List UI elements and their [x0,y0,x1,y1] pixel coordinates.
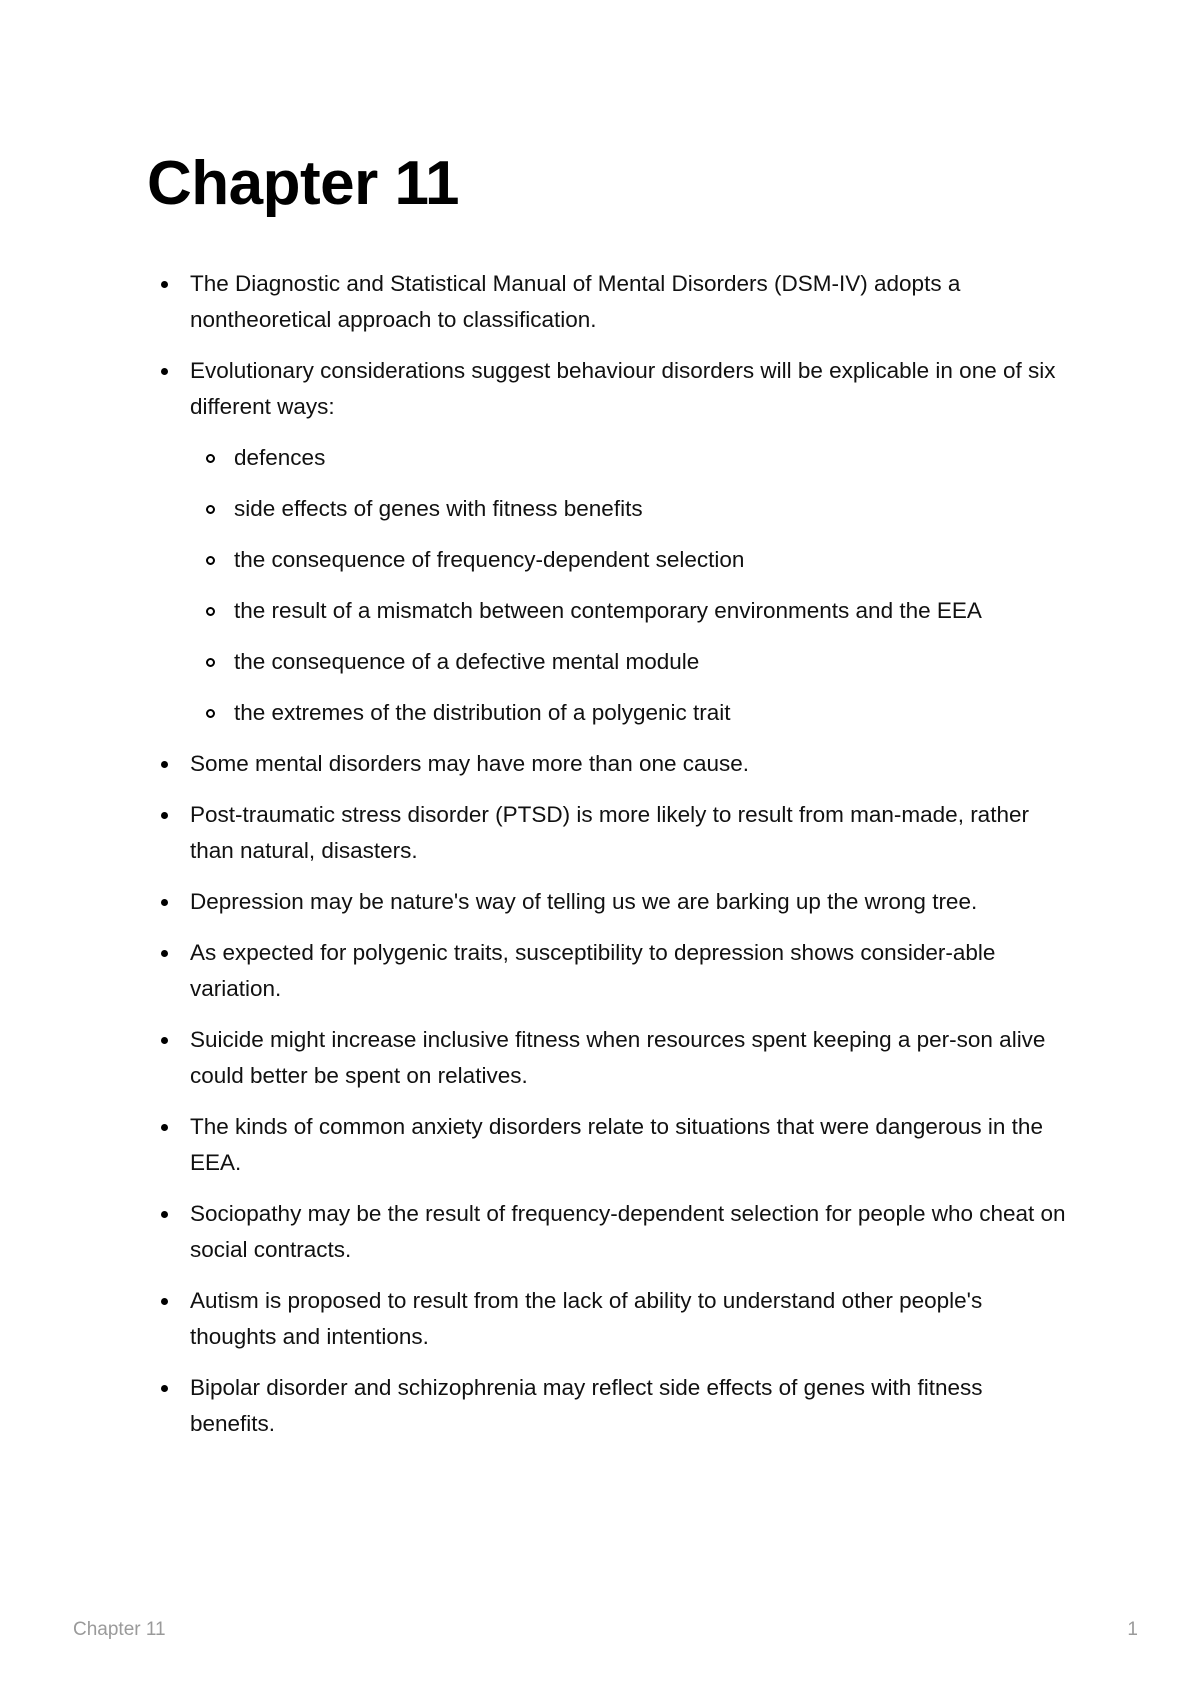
list-item: Bipolar disorder and schizophrenia may reflect side effects of genes with fitness benefits. [190,1370,1070,1442]
sub-list-item: the consequence of frequency-dependent selection [234,542,1070,578]
list-item: Sociopathy may be the result of frequency-dependent selection for people who cheat on social contracts. [190,1196,1070,1268]
page-title: Chapter 11 [147,149,460,218]
footer-chapter-label: Chapter 11 [73,1619,166,1640]
list-item: Depression may be nature's way of telling us we are barking up the wrong tree. [190,884,1070,920]
bullet-list [190,266,1070,1457]
sub-list-item: the consequence of a defective mental module [234,644,1070,680]
list-item: Suicide might increase inclusive fitness when resources spent keeping a per-son alive could better be spent on relatives. [190,1022,1070,1094]
list-item: Some mental disorders may have more than one cause. [190,746,1070,782]
sub-list-item: side effects of genes with fitness benefits [234,491,1070,527]
list-item: Post-traumatic stress disorder (PTSD) is more likely to result from man-made, rather than natural, disasters. [190,797,1070,869]
list-item: The Diagnostic and Statistical Manual of Mental Disorders (DSM-IV) adopts a nontheoretical approach to classification. [190,266,1070,338]
sub-list-item: the extremes of the distribution of a polygenic trait [234,695,1070,731]
footer-page-number: 1 [1127,1619,1138,1640]
list-item-text: Evolutionary considerations suggest behaviour disorders will be explicable in one of six different ways: [190,358,1056,419]
list-item [190,353,1070,731]
list-item: The kinds of common anxiety disorders relate to situations that were dangerous in the EEA. [190,1109,1070,1181]
list-item: Autism is proposed to result from the lack of ability to understand other people's thoughts and intentions. [190,1283,1070,1355]
sub-list-item: defences [234,440,1070,476]
sub-list [190,440,1070,731]
sub-list-item: the result of a mismatch between contemporary environments and the EEA [234,593,1070,629]
list-item: As expected for polygenic traits, susceptibility to depression shows consider-able variation. [190,935,1070,1007]
